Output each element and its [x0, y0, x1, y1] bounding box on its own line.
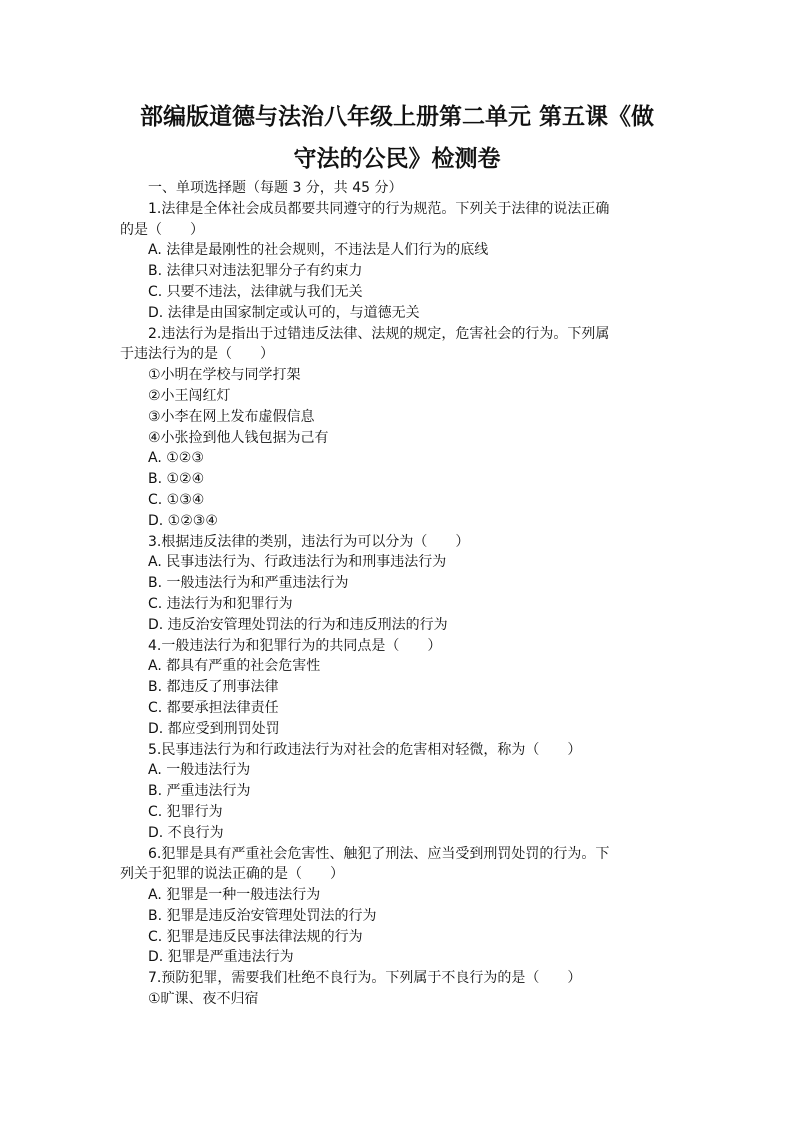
question-2-option-b: B. ①②④: [148, 471, 205, 488]
question-4-option-b: B. 都违反了刑事法律: [148, 679, 279, 696]
question-1-option-d: D. 法律是由国家制定或认可的，与道德无关: [148, 304, 420, 321]
question-2-stem-continued: 于违法行为的是（ ）: [120, 346, 274, 363]
question-6-stem: 6.犯罪是具有严重社会危害性、触犯了刑法、应当受到刑罚处罚的行为。下: [148, 845, 610, 862]
question-2-option-a: A. ①②③: [148, 450, 204, 467]
question-6-option-a: A. 犯罪是一种一般违法行为: [148, 887, 321, 904]
question-6-option-c: C. 犯罪是违反民事法律法规的行为: [148, 928, 363, 945]
question-2-item-2: ②小王闯红灯: [148, 387, 231, 404]
question-3-option-a: A. 民事违法行为、行政违法行为和刑事违法行为: [148, 554, 447, 571]
question-5-stem: 5.民事违法行为和行政违法行为对社会的危害相对轻微，称为（ ）: [148, 741, 582, 758]
question-2-item-4: ④小张捡到他人钱包据为己有: [148, 429, 329, 446]
section-heading: 一、单项选择题（每题 3 分，共 45 分）: [148, 180, 403, 196]
question-3-option-b: B. 一般违法行为和严重违法行为: [148, 575, 349, 592]
question-5-option-a: A. 一般违法行为: [148, 762, 251, 779]
document-title-line-1: 部编版道德与法治八年级上册第二单元 第五课《做: [139, 104, 654, 130]
question-7-stem: 7.预防犯罪，需要我们杜绝不良行为。下列属于不良行为的是（ ）: [148, 970, 582, 987]
question-4-option-a: A. 都具有严重的社会危害性: [148, 658, 321, 675]
question-6-option-b: B. 犯罪是违反治安管理处罚法的行为: [148, 907, 377, 924]
question-6-option-d: D. 犯罪是严重违法行为: [148, 949, 294, 966]
question-4-option-d: D. 都应受到刑罚处罚: [148, 720, 280, 737]
question-2-option-c: C. ①③④: [148, 491, 205, 508]
question-2-item-1: ①小明在学校与同学打架: [148, 367, 301, 384]
question-3-option-c: C. 违法行为和犯罪行为: [148, 595, 293, 612]
question-5-option-b: B. 严重违法行为: [148, 783, 251, 800]
question-4-stem: 4.一般违法行为和犯罪行为的共同点是（ ）: [148, 637, 442, 654]
document-body: [120, 178, 680, 1010]
question-2-item-3: ③小李在网上发布虚假信息: [148, 408, 315, 425]
question-1-option-b: B. 法律只对违法犯罪分子有约束力: [148, 263, 363, 280]
question-3-option-d: D. 违反治安管理处罚法的行为和违反刑法的行为: [148, 616, 448, 633]
question-3-stem: 3.根据违反法律的类别，违法行为可以分为（ ）: [148, 533, 470, 550]
question-2-option-d: D. ①②③④: [148, 512, 218, 529]
question-1-stem: 1.法律是全体社会成员都要共同遵守的行为规范。下列关于法律的说法正确: [148, 200, 610, 217]
question-2-stem: 2.违法行为是指出于过错违反法律、法规的规定，危害社会的行为。下列属: [148, 325, 610, 342]
question-6-stem-continued: 列关于犯罪的说法正确的是（ ）: [120, 866, 344, 883]
question-4-option-c: C. 都要承担法律责任: [148, 699, 279, 716]
question-1-option-c: C. 只要不违法，法律就与我们无关: [148, 283, 363, 300]
question-5-option-d: D. 不良行为: [148, 824, 224, 841]
question-5-option-c: C. 犯罪行为: [148, 803, 223, 820]
document-title-line-2: 守法的公民》检测卷: [293, 146, 501, 172]
question-7-item-1: ①旷课、夜不归宿: [148, 991, 259, 1008]
question-1-stem-continued: 的是（ ）: [120, 221, 204, 238]
question-1-option-a: A. 法律是最刚性的社会规则，不违法是人们行为的底线: [148, 242, 489, 259]
